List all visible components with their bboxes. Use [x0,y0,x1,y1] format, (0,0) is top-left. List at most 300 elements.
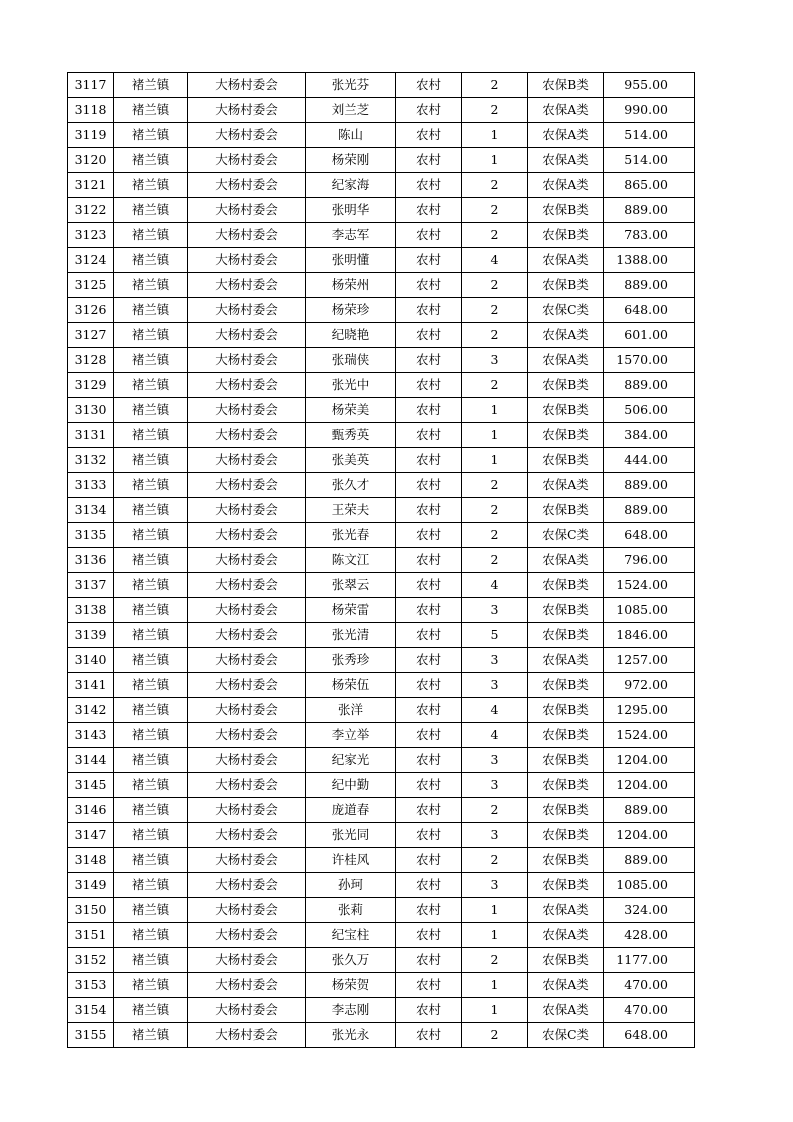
table-row [68,948,695,973]
category-cell: 农保B类 [528,698,604,723]
village-committee-cell: 大杨村委会 [188,473,306,498]
category-cell: 农保B类 [528,773,604,798]
area-type-cell: 农村 [396,873,462,898]
amount-cell: 1204.00 [604,773,695,798]
serial-number-cell: 3149 [68,873,114,898]
town-cell: 褚兰镇 [114,223,188,248]
name-cell: 张翠云 [306,573,396,598]
serial-number-cell: 3151 [68,923,114,948]
serial-number-cell: 3145 [68,773,114,798]
amount-cell: 470.00 [604,998,695,1023]
name-cell: 张莉 [306,898,396,923]
amount-cell: 324.00 [604,898,695,923]
area-type-cell: 农村 [396,923,462,948]
category-cell: 农保B类 [528,798,604,823]
serial-number-cell: 3133 [68,473,114,498]
table-row [68,398,695,423]
area-type-cell: 农村 [396,123,462,148]
name-cell: 纪家光 [306,748,396,773]
table-row [68,73,695,98]
amount-cell: 444.00 [604,448,695,473]
name-cell: 陈文江 [306,548,396,573]
household-size-cell: 2 [462,1023,528,1048]
area-type-cell: 农村 [396,423,462,448]
category-cell: 农保C类 [528,298,604,323]
serial-number-cell: 3134 [68,498,114,523]
area-type-cell: 农村 [396,848,462,873]
household-size-cell: 2 [462,273,528,298]
town-cell: 褚兰镇 [114,298,188,323]
household-size-cell: 2 [462,323,528,348]
household-size-cell: 3 [462,648,528,673]
table-row [68,373,695,398]
table-row [68,723,695,748]
household-size-cell: 4 [462,573,528,598]
table-row [68,523,695,548]
area-type-cell: 农村 [396,498,462,523]
amount-cell: 889.00 [604,273,695,298]
household-size-cell: 1 [462,423,528,448]
household-size-cell: 1 [462,398,528,423]
area-type-cell: 农村 [396,573,462,598]
name-cell: 杨荣美 [306,398,396,423]
category-cell: 农保A类 [528,898,604,923]
serial-number-cell: 3147 [68,823,114,848]
serial-number-cell: 3148 [68,848,114,873]
amount-cell: 972.00 [604,673,695,698]
town-cell: 褚兰镇 [114,948,188,973]
area-type-cell: 农村 [396,523,462,548]
town-cell: 褚兰镇 [114,723,188,748]
town-cell: 褚兰镇 [114,373,188,398]
household-size-cell: 3 [462,823,528,848]
serial-number-cell: 3127 [68,323,114,348]
table-row [68,498,695,523]
village-committee-cell: 大杨村委会 [188,873,306,898]
town-cell: 褚兰镇 [114,973,188,998]
household-size-cell: 1 [462,923,528,948]
table-row [68,248,695,273]
town-cell: 褚兰镇 [114,798,188,823]
town-cell: 褚兰镇 [114,248,188,273]
area-type-cell: 农村 [396,948,462,973]
category-cell: 农保A类 [528,548,604,573]
household-size-cell: 2 [462,223,528,248]
category-cell: 农保A类 [528,173,604,198]
table-row [68,448,695,473]
serial-number-cell: 3129 [68,373,114,398]
name-cell: 陈山 [306,123,396,148]
table-row [68,873,695,898]
household-size-cell: 1 [462,973,528,998]
table-row [68,823,695,848]
area-type-cell: 农村 [396,773,462,798]
village-committee-cell: 大杨村委会 [188,373,306,398]
village-committee-cell: 大杨村委会 [188,723,306,748]
name-cell: 张秀珍 [306,648,396,673]
area-type-cell: 农村 [396,273,462,298]
category-cell: 农保C类 [528,1023,604,1048]
serial-number-cell: 3138 [68,598,114,623]
amount-cell: 514.00 [604,148,695,173]
village-committee-cell: 大杨村委会 [188,248,306,273]
category-cell: 农保A类 [528,248,604,273]
area-type-cell: 农村 [396,598,462,623]
amount-cell: 796.00 [604,548,695,573]
village-committee-cell: 大杨村委会 [188,748,306,773]
serial-number-cell: 3136 [68,548,114,573]
category-cell: 农保B类 [528,848,604,873]
serial-number-cell: 3131 [68,423,114,448]
category-cell: 农保A类 [528,473,604,498]
village-committee-cell: 大杨村委会 [188,773,306,798]
amount-cell: 1524.00 [604,723,695,748]
amount-cell: 1388.00 [604,248,695,273]
village-committee-cell: 大杨村委会 [188,973,306,998]
village-committee-cell: 大杨村委会 [188,948,306,973]
category-cell: 农保B类 [528,223,604,248]
village-committee-cell: 大杨村委会 [188,348,306,373]
area-type-cell: 农村 [396,648,462,673]
category-cell: 农保B类 [528,198,604,223]
serial-number-cell: 3117 [68,73,114,98]
town-cell: 褚兰镇 [114,773,188,798]
table-row [68,573,695,598]
serial-number-cell: 3137 [68,573,114,598]
village-committee-cell: 大杨村委会 [188,423,306,448]
town-cell: 褚兰镇 [114,548,188,573]
town-cell: 褚兰镇 [114,348,188,373]
village-committee-cell: 大杨村委会 [188,98,306,123]
area-type-cell: 农村 [396,173,462,198]
table-row [68,423,695,448]
amount-cell: 1846.00 [604,623,695,648]
table-body [68,73,695,1048]
area-type-cell: 农村 [396,548,462,573]
category-cell: 农保B类 [528,73,604,98]
name-cell: 李志军 [306,223,396,248]
category-cell: 农保A类 [528,348,604,373]
serial-number-cell: 3144 [68,748,114,773]
area-type-cell: 农村 [396,248,462,273]
household-size-cell: 3 [462,773,528,798]
serial-number-cell: 3153 [68,973,114,998]
village-committee-cell: 大杨村委会 [188,848,306,873]
category-cell: 农保A类 [528,648,604,673]
amount-cell: 506.00 [604,398,695,423]
household-size-cell: 4 [462,248,528,273]
household-size-cell: 2 [462,473,528,498]
household-size-cell: 2 [462,198,528,223]
village-committee-cell: 大杨村委会 [188,648,306,673]
name-cell: 张明华 [306,198,396,223]
town-cell: 褚兰镇 [114,523,188,548]
town-cell: 褚兰镇 [114,848,188,873]
village-committee-cell: 大杨村委会 [188,548,306,573]
name-cell: 张美英 [306,448,396,473]
household-size-cell: 3 [462,598,528,623]
serial-number-cell: 3155 [68,1023,114,1048]
serial-number-cell: 3150 [68,898,114,923]
table-row [68,998,695,1023]
household-size-cell: 1 [462,123,528,148]
table-row [68,98,695,123]
area-type-cell: 农村 [396,698,462,723]
category-cell: 农保B类 [528,498,604,523]
table-row [68,623,695,648]
area-type-cell: 农村 [396,748,462,773]
village-committee-cell: 大杨村委会 [188,998,306,1023]
table-row [68,973,695,998]
name-cell: 张久才 [306,473,396,498]
area-type-cell: 农村 [396,448,462,473]
amount-cell: 889.00 [604,498,695,523]
table-row [68,598,695,623]
village-committee-cell: 大杨村委会 [188,73,306,98]
household-size-cell: 1 [462,898,528,923]
category-cell: 农保B类 [528,398,604,423]
village-committee-cell: 大杨村委会 [188,598,306,623]
village-committee-cell: 大杨村委会 [188,923,306,948]
area-type-cell: 农村 [396,723,462,748]
name-cell: 张洋 [306,698,396,723]
town-cell: 褚兰镇 [114,673,188,698]
table-row [68,148,695,173]
serial-number-cell: 3135 [68,523,114,548]
serial-number-cell: 3152 [68,948,114,973]
household-size-cell: 3 [462,673,528,698]
area-type-cell: 农村 [396,348,462,373]
serial-number-cell: 3121 [68,173,114,198]
name-cell: 庞道春 [306,798,396,823]
town-cell: 褚兰镇 [114,123,188,148]
category-cell: 农保B类 [528,873,604,898]
village-committee-cell: 大杨村委会 [188,448,306,473]
serial-number-cell: 3125 [68,273,114,298]
town-cell: 褚兰镇 [114,498,188,523]
category-cell: 农保A类 [528,998,604,1023]
name-cell: 孙珂 [306,873,396,898]
category-cell: 农保B类 [528,448,604,473]
area-type-cell: 农村 [396,623,462,648]
household-size-cell: 4 [462,723,528,748]
amount-cell: 384.00 [604,423,695,448]
relief-roster-table [67,72,695,1048]
name-cell: 刘兰芝 [306,98,396,123]
town-cell: 褚兰镇 [114,323,188,348]
area-type-cell: 农村 [396,98,462,123]
category-cell: 农保A类 [528,123,604,148]
village-committee-cell: 大杨村委会 [188,398,306,423]
area-type-cell: 农村 [396,1023,462,1048]
amount-cell: 889.00 [604,373,695,398]
area-type-cell: 农村 [396,323,462,348]
village-committee-cell: 大杨村委会 [188,298,306,323]
amount-cell: 601.00 [604,323,695,348]
name-cell: 杨荣雷 [306,598,396,623]
amount-cell: 889.00 [604,473,695,498]
area-type-cell: 农村 [396,998,462,1023]
household-size-cell: 2 [462,523,528,548]
name-cell: 王荣夫 [306,498,396,523]
category-cell: 农保B类 [528,273,604,298]
name-cell: 张光永 [306,1023,396,1048]
name-cell: 张光清 [306,623,396,648]
category-cell: 农保B类 [528,823,604,848]
amount-cell: 1177.00 [604,948,695,973]
village-committee-cell: 大杨村委会 [188,198,306,223]
name-cell: 张瑞侠 [306,348,396,373]
town-cell: 褚兰镇 [114,273,188,298]
household-size-cell: 2 [462,948,528,973]
village-committee-cell: 大杨村委会 [188,323,306,348]
table-row [68,223,695,248]
serial-number-cell: 3142 [68,698,114,723]
serial-number-cell: 3119 [68,123,114,148]
name-cell: 杨荣珍 [306,298,396,323]
serial-number-cell: 3154 [68,998,114,1023]
amount-cell: 955.00 [604,73,695,98]
category-cell: 农保A类 [528,973,604,998]
town-cell: 褚兰镇 [114,923,188,948]
amount-cell: 648.00 [604,298,695,323]
name-cell: 纪中勤 [306,773,396,798]
household-size-cell: 3 [462,348,528,373]
town-cell: 褚兰镇 [114,873,188,898]
category-cell: 农保B类 [528,423,604,448]
town-cell: 褚兰镇 [114,198,188,223]
village-committee-cell: 大杨村委会 [188,798,306,823]
amount-cell: 1295.00 [604,698,695,723]
village-committee-cell: 大杨村委会 [188,523,306,548]
village-committee-cell: 大杨村委会 [188,498,306,523]
town-cell: 褚兰镇 [114,448,188,473]
category-cell: 农保B类 [528,948,604,973]
category-cell: 农保B类 [528,673,604,698]
name-cell: 甄秀英 [306,423,396,448]
amount-cell: 648.00 [604,523,695,548]
household-size-cell: 2 [462,848,528,873]
household-size-cell: 2 [462,798,528,823]
name-cell: 张光同 [306,823,396,848]
serial-number-cell: 3124 [68,248,114,273]
household-size-cell: 3 [462,873,528,898]
household-size-cell: 2 [462,98,528,123]
serial-number-cell: 3122 [68,198,114,223]
area-type-cell: 农村 [396,298,462,323]
household-size-cell: 1 [462,448,528,473]
town-cell: 褚兰镇 [114,998,188,1023]
category-cell: 农保B类 [528,748,604,773]
name-cell: 纪晓艳 [306,323,396,348]
serial-number-cell: 3140 [68,648,114,673]
name-cell: 杨荣州 [306,273,396,298]
area-type-cell: 农村 [396,798,462,823]
table-row [68,198,695,223]
table-row [68,348,695,373]
name-cell: 张光春 [306,523,396,548]
area-type-cell: 农村 [396,148,462,173]
category-cell: 农保B类 [528,373,604,398]
town-cell: 褚兰镇 [114,598,188,623]
table-row [68,548,695,573]
household-size-cell: 2 [462,498,528,523]
town-cell: 褚兰镇 [114,698,188,723]
serial-number-cell: 3126 [68,298,114,323]
amount-cell: 1085.00 [604,873,695,898]
town-cell: 褚兰镇 [114,573,188,598]
table-row [68,298,695,323]
name-cell: 张光中 [306,373,396,398]
amount-cell: 1204.00 [604,748,695,773]
name-cell: 杨荣贺 [306,973,396,998]
name-cell: 李立举 [306,723,396,748]
serial-number-cell: 3118 [68,98,114,123]
amount-cell: 783.00 [604,223,695,248]
serial-number-cell: 3139 [68,623,114,648]
serial-number-cell: 3146 [68,798,114,823]
table-row [68,648,695,673]
area-type-cell: 农村 [396,223,462,248]
village-committee-cell: 大杨村委会 [188,623,306,648]
household-size-cell: 2 [462,73,528,98]
amount-cell: 470.00 [604,973,695,998]
table-row [68,923,695,948]
table-row [68,323,695,348]
category-cell: 农保A类 [528,98,604,123]
town-cell: 褚兰镇 [114,173,188,198]
name-cell: 纪宝柱 [306,923,396,948]
amount-cell: 514.00 [604,123,695,148]
town-cell: 褚兰镇 [114,623,188,648]
serial-number-cell: 3123 [68,223,114,248]
table-row [68,798,695,823]
household-size-cell: 5 [462,623,528,648]
household-size-cell: 2 [462,298,528,323]
area-type-cell: 农村 [396,398,462,423]
area-type-cell: 农村 [396,898,462,923]
serial-number-cell: 3132 [68,448,114,473]
amount-cell: 428.00 [604,923,695,948]
village-committee-cell: 大杨村委会 [188,273,306,298]
area-type-cell: 农村 [396,973,462,998]
area-type-cell: 农村 [396,823,462,848]
category-cell: 农保B类 [528,598,604,623]
amount-cell: 1085.00 [604,598,695,623]
amount-cell: 1524.00 [604,573,695,598]
amount-cell: 1204.00 [604,823,695,848]
table-row [68,273,695,298]
village-committee-cell: 大杨村委会 [188,823,306,848]
table-row [68,748,695,773]
amount-cell: 889.00 [604,848,695,873]
category-cell: 农保A类 [528,148,604,173]
table-row [68,173,695,198]
serial-number-cell: 3130 [68,398,114,423]
town-cell: 褚兰镇 [114,748,188,773]
amount-cell: 990.00 [604,98,695,123]
village-committee-cell: 大杨村委会 [188,698,306,723]
serial-number-cell: 3128 [68,348,114,373]
town-cell: 褚兰镇 [114,1023,188,1048]
area-type-cell: 农村 [396,373,462,398]
area-type-cell: 农村 [396,198,462,223]
area-type-cell: 农村 [396,473,462,498]
household-size-cell: 4 [462,698,528,723]
name-cell: 张光芬 [306,73,396,98]
name-cell: 杨荣刚 [306,148,396,173]
household-size-cell: 2 [462,548,528,573]
